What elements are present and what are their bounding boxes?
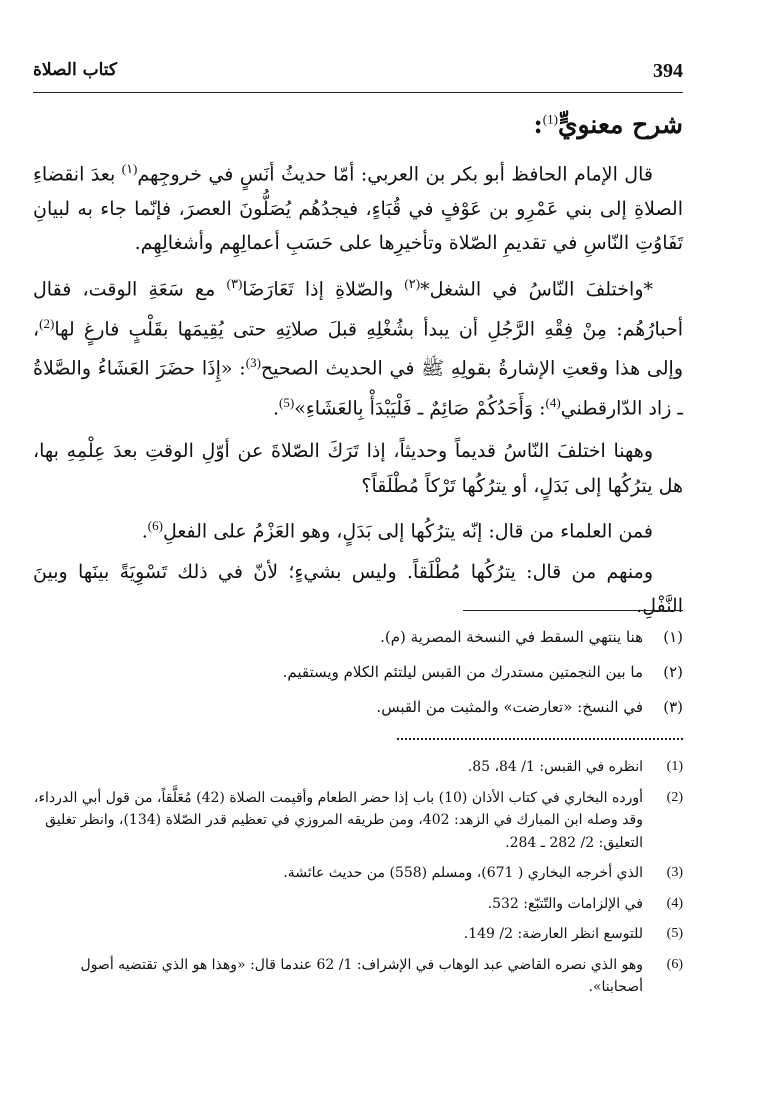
footnote-text: أورده البخاري في كتاب الأذان (10) باب إذا حضر الطعام وأقيمت الصلاة (42) مُعَلَّقاً، من قول أبي الدرداء، وقد وصله ابن المبارك في الزهد: 402، ومن طريقه المروزي في تعظيم قدر الصّلاة (134)، وانظر تغليق التعليق: 2/ 282 ـ 284. [33,789,643,851]
p4-ref-note-6: (6) [147,518,163,534]
footnote-item [33,893,683,916]
main-text [33,152,683,630]
footnote-number: (6) [666,956,683,972]
dotted-separator [397,738,683,740]
page-number: 394 [653,60,683,82]
footnote-text: ما بين النجمتين مستدرك من القبس ليلتئم الكلام ويستقيم. [282,663,643,681]
p4-text-a: فمن العلماء من قال: إنّه يترُكُها إلى بَدَلٍ، وهو العَزْمُ على الفعلِ [162,520,653,543]
p2-ref-note-5: (5) [279,395,295,411]
footnote-text: الذي أخرجه البخاري ( 671)، ومسلم (558) من حديث عائشة. [283,865,643,881]
footnote-text: هنا ينتهي السقط في النسخة المصرية (م). [380,628,643,646]
p2-text-f: : وَأَحَدُكُمْ صَائِمٌ ـ فَلْيَبْدَأْ بِالعَشَاءِ» [294,397,546,420]
p2-ref-note-3: (3) [245,355,261,371]
p2-text-d: ، وإلى هذا وقعتِ الإشارةُ بقولِهِ ﷺ في الحديث الصحيح [33,317,683,380]
footnote-item [33,695,683,719]
p2-text-g: . [272,397,280,420]
paragraph-1 [33,152,683,261]
source-footnotes [33,756,683,1007]
p1-text-a: قال الإمام الحافظ أبو بكر بن العربي: أمّا حديثُ أنَسٍ في خروجِهم [137,163,653,186]
p2-ref-note-2: (2) [39,315,55,331]
footnote-number: (2) [666,789,683,805]
footnote-item [33,954,683,999]
p2-text-c: مع سَعَةِ الوقت، فقال أحبارُهُم: مِنْ فِقْهِ الرَّجُلِ أن يبدأ بشُغْلِهِ قبلَ صلاتِهِ حتى يُقِيمَها بقَلْبٍ فارغٍ لها [33,278,683,340]
footnote-text: انظره في القبس: 1/ 84، 85. [467,759,643,775]
editor-footnotes [33,625,683,730]
p2-text-b: والصّلاةِ إذا تَعَارَضَا [242,278,405,301]
footnote-item [33,923,683,946]
page-header [33,58,683,93]
paragraph-4 [33,509,683,549]
section-title-text: شرح معنويٍّ [557,110,683,139]
footnote-number: (5) [666,926,683,941]
p2-text-e: : «إِذَا حضَرَ العَشَاءُ والصَّلاةُ ـ زاد الدّارقطني [33,357,683,420]
footnote-text: وهو الذي نصره القاضي عبد الوهاب في الإشراف: 1/ 62 عندما قال: «وهذا هو الذي تقتضيه أصول أصحابنا». [80,956,643,995]
p2-ref-2: (٢) [404,275,421,291]
footnote-number: (١) [663,628,683,646]
footnote-text: في الإلزامات والتّتبّع: 532. [487,895,643,912]
footnote-number: (1) [666,759,683,774]
paragraph-5: ومنهم من قال: يترُكُها مُطْلَقاً. وليس بشيءٍ؛ لأنّ في ذلك تَسْوِيَةً بينَها وبينَ النَّفْلِ. [33,560,683,618]
section-title-ref: (1) [542,111,558,127]
p1-ref-1: (١) [121,161,138,176]
footnote-separator [463,610,683,611]
footnote-number: (٣) [663,698,683,716]
footnote-text: للتوسع انظر العارضة: 2/ 149. [463,926,643,942]
footnote-number: (٢) [663,663,683,681]
footnote-item [33,787,683,855]
footnote-item [33,625,683,649]
footnote-item [33,660,683,684]
p4-text-b: . [141,520,148,543]
p1-text-b: بعدَ انقضاءِ الصلاةِ إلى بني عَمْرِو بن عَوْفٍ في قُبَاءٍ، فيجدُهُم يُصَلُّونَ العصرَ، فإنّما جاء به لبيانِ تَفَاوُتِ النّاسِ في تقديمِ الصّلاة وتأخيرِها على حَسَبِ أعمالِهِم وأشغالِهِم. [33,163,683,255]
running-head: كتاب الصلاة [33,60,118,80]
p2-ref-3: (٣) [226,275,243,291]
section-title [534,110,683,139]
footnote-number: (3) [666,865,683,880]
footnote-item [33,862,683,885]
footnote-item [33,756,683,779]
p2-ref-note-4: (4) [545,395,561,411]
footnote-number: (4) [666,895,683,911]
section-title-colon: : [533,110,543,139]
paragraph-3: وههنا اختلفَ النّاسُ قديماً وحديثاً، إذا تَرَكَ الصّلاةَ عن أوّلِ الوقتِ بعدَ عِلْمِهِ بها، هل يترُكُها إلى بَدَلٍ، أو يترُكُها تَرْكاً مُطْلَقاً؟ [33,440,683,497]
footnote-text: في النسخ: «تعارضت» والمثبت من القبس. [376,698,643,716]
p2-text-a: *واختلفَ النّاسُ في الشغل* [420,278,653,301]
paragraph-2 [33,267,683,426]
